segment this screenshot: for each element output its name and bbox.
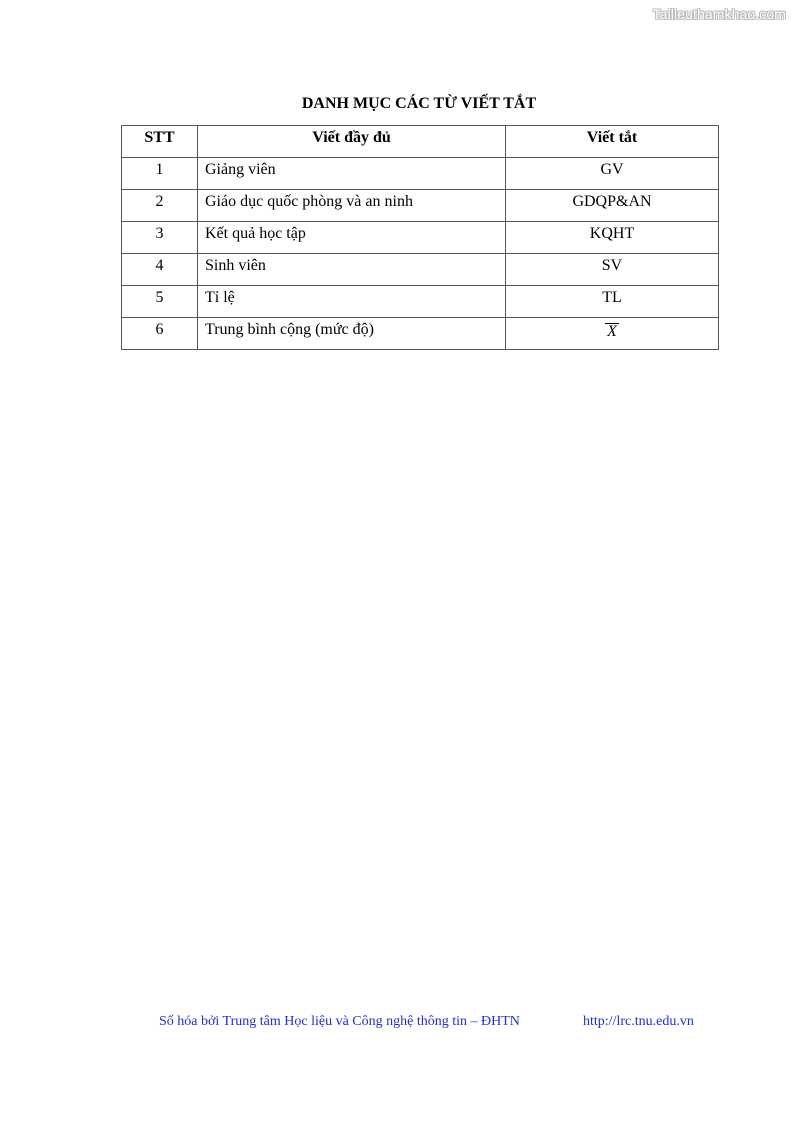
footer-text: Số hóa bởi Trung tâm Học liệu và Công nghệ thông tin – ĐHTN	[159, 1014, 520, 1029]
row-full-term: Sinh viên	[198, 254, 506, 286]
table-row	[122, 286, 719, 318]
table-row	[122, 254, 719, 286]
footer-url-link[interactable]: http://lrc.tnu.edu.vn	[583, 1014, 694, 1029]
row-abbreviation	[506, 318, 719, 350]
table-row	[122, 190, 719, 222]
row-abbreviation: GV	[506, 158, 719, 190]
row-full-term: Trung bình cộng (mức độ)	[198, 318, 506, 350]
row-full-term: Giảng viên	[198, 158, 506, 190]
table-row	[122, 318, 719, 350]
row-abbreviation: KQHT	[506, 222, 719, 254]
row-abbreviation: TL	[506, 286, 719, 318]
row-full-term: Kết quả học tập	[198, 222, 506, 254]
row-number: 2	[122, 190, 198, 222]
x-bar-symbol: X	[607, 323, 617, 340]
column-header-short: Viết tắt	[506, 126, 719, 158]
row-number: 6	[122, 318, 198, 350]
row-abbreviation: GDQP&AN	[506, 190, 719, 222]
table-header-row	[122, 126, 719, 158]
watermark-text: Tailieuthamkhao.com	[652, 6, 786, 22]
row-number: 4	[122, 254, 198, 286]
column-header-stt: STT	[122, 126, 198, 158]
row-full-term: Giáo dục quốc phòng và an ninh	[198, 190, 506, 222]
column-header-full: Viết đầy đủ	[198, 126, 506, 158]
row-number: 3	[122, 222, 198, 254]
row-abbreviation: SV	[506, 254, 719, 286]
page-title: DANH MỤC CÁC TỪ VIẾT TẮT	[301, 95, 537, 112]
row-number: 5	[122, 286, 198, 318]
abbreviations-table	[121, 125, 719, 350]
table-row	[122, 158, 719, 190]
table-row	[122, 222, 719, 254]
row-full-term: Tỉ lệ	[198, 286, 506, 318]
row-number: 1	[122, 158, 198, 190]
